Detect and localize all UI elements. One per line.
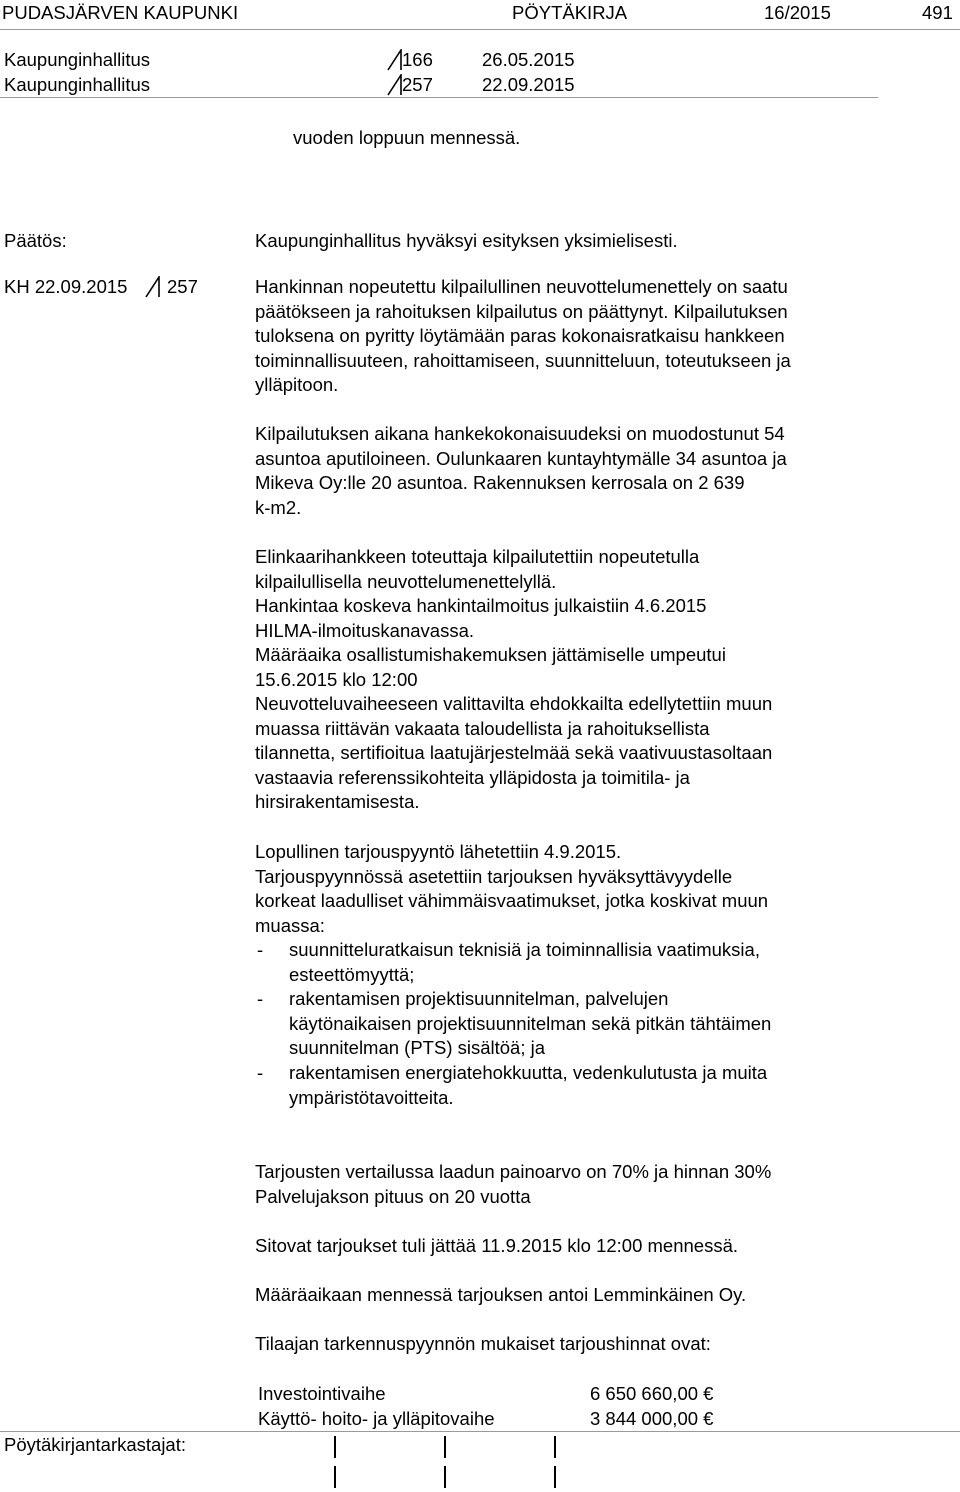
- paragraph-line: kilpailullisella neuvottelumenettelyllä.: [255, 570, 557, 592]
- municipality-name: PUDASJÄRVEN KAUPUNKI: [2, 2, 239, 23]
- signature-separator: [554, 1436, 556, 1458]
- price-label: Käyttö- hoito- ja ylläpitovaihe: [258, 1407, 495, 1429]
- inspectors-label: Pöytäkirjantarkastajat:: [4, 1434, 187, 1455]
- signature-separator: [334, 1466, 336, 1488]
- paragraph-line: asuntoa aputiloineen. Oulunkaaren kuntayhtymälle 34 asuntoa ja: [255, 447, 787, 469]
- bullet-line: ympäristötavoitteita.: [289, 1086, 454, 1108]
- reference-date: 26.05.2015: [482, 49, 575, 70]
- paragraph-line: toiminnallisuuteen, rahoittamiseen, suunnitteluun, toteutukseen ja: [255, 349, 791, 371]
- paragraph-line: Mikeva Oy:lle 20 asuntoa. Rakennuksen kerrosala on 2 639: [255, 472, 745, 493]
- paragraph-line: Tarjousten vertailussa laadun painoarvo on 70% ja hinnan 30%: [255, 1161, 772, 1182]
- signature-separator: [554, 1466, 556, 1488]
- price-row: [258, 1407, 758, 1432]
- paragraph-line: 15.6.2015 klo 12:00: [255, 668, 418, 690]
- reference-body: Kaupunginhallitus: [4, 74, 151, 95]
- price-label: Investointivaihe: [258, 1383, 386, 1404]
- paragraph-line: Kilpailutuksen aikana hankekokonaisuudeksi on muodostunut 54: [255, 423, 785, 444]
- paragraph-line: Määräaika osallistumishakemuksen jättämiselle umpeutui: [255, 644, 726, 665]
- paragraph-line: vastaavia referenssikohteita ylläpidosta ja toimitila- ja: [255, 766, 690, 788]
- paragraph-line: Määräaikaan mennessä tarjouksen antoi Lemminkäinen Oy.: [255, 1284, 747, 1305]
- meeting-reference: KH 22.09.2015: [4, 276, 128, 297]
- section-mark-icon: [387, 49, 403, 71]
- paragraph-line: ylläpitoon.: [255, 374, 339, 395]
- price-table: [258, 1382, 758, 1431]
- section-mark-icon: [145, 276, 161, 298]
- document-number: 16/2015: [764, 2, 831, 23]
- reference-body: Kaupunginhallitus: [4, 49, 151, 70]
- bullet-dash: -: [257, 939, 264, 960]
- decision-text: Kaupunginhallitus hyväksyi esityksen yksimielisesti.: [255, 230, 678, 251]
- bullet-line: rakentamisen energiatehokkuutta, vedenkulutusta ja muita: [289, 1062, 768, 1083]
- paragraph-line: muassa:: [255, 914, 325, 936]
- paragraph-line: hirsirakentamisesta.: [255, 791, 420, 812]
- paragraph-line: Hankintaa koskeva hankintailmoitus julkaistiin 4.6.2015: [255, 595, 707, 616]
- paragraph-line: Hankinnan nopeutettu kilpailullinen neuvottelumenettely on saatu: [255, 276, 788, 297]
- signature-separator: [444, 1466, 446, 1488]
- paragraph-line: k-m2.: [255, 496, 302, 518]
- signature-separator: [444, 1436, 446, 1458]
- footer-divider: [0, 1431, 960, 1432]
- paragraph-line: Sitovat tarjoukset tuli jättää 11.9.2015 klo 12:00 mennessä.: [255, 1235, 739, 1256]
- meeting-section: 257: [167, 276, 198, 297]
- header-divider: [0, 29, 960, 30]
- document-type: PÖYTÄKIRJA: [512, 2, 628, 23]
- bullet-line: suunnitteluratkaisun teknisiä ja toiminnallisia vaatimuksia,: [289, 939, 760, 960]
- paragraph-line: Palvelujakson pituus on 20 vuotta: [255, 1185, 531, 1207]
- bullet-dash: -: [257, 1062, 264, 1083]
- paragraph-line: Lopullinen tarjouspyyntö lähetettiin 4.9.2015.: [255, 841, 622, 862]
- page-number: 491: [922, 2, 953, 23]
- paragraph-line: Elinkaarihankkeen toteuttaja kilpailutettiin nopeutetulla: [255, 546, 700, 567]
- bullet-line: suunnitelman (PTS) sisältöä; ja: [289, 1037, 546, 1058]
- signature-separator: [334, 1436, 336, 1458]
- paragraph-line: Neuvotteluvaiheeseen valittavilta ehdokkailta edellytettiin muun: [255, 693, 773, 714]
- price-amount: 6 650 660,00 €: [590, 1383, 714, 1404]
- paragraph-line: Tilaajan tarkennuspyynnön mukaiset tarjoushinnat ovat:: [255, 1333, 711, 1354]
- bullet-dash: -: [257, 988, 264, 1009]
- bullet-line: käytönaikaisen projektisuunnitelman sekä pitkän tähtäimen: [289, 1012, 772, 1034]
- bullet-line: esteettömyyttä;: [289, 963, 415, 985]
- decision-label: Päätös:: [4, 230, 67, 251]
- section-mark-icon: [387, 74, 403, 96]
- paragraph-line: HILMA-ilmoituskanavassa.: [255, 619, 474, 641]
- paragraph-line: tilannetta, sertifioitua laatujärjestelmää sekä vaativuustasoltaan: [255, 742, 773, 763]
- price-amount: 3 844 000,00 €: [590, 1407, 714, 1429]
- paragraph-line: muassa riittävän vakaata taloudellista ja rahoituksellista: [255, 717, 710, 739]
- paragraph-line: korkeat laadulliset vähimmäisvaatimukset, jotka koskivat muun: [255, 890, 769, 911]
- continuation-text: vuoden loppuun mennessä.: [293, 127, 521, 148]
- paragraph-line: päätökseen ja rahoituksen kilpailutus on päättynyt. Kilpailutuksen: [255, 300, 788, 322]
- reference-divider: [0, 97, 878, 98]
- price-row: [258, 1382, 758, 1407]
- bullet-line: rakentamisen projektisuunnitelman, palvelujen: [289, 988, 669, 1009]
- paragraph-line: tuloksena on pyritty löytämään paras kokonaisratkaisu hankkeen: [255, 325, 785, 346]
- reference-section: 166: [402, 49, 433, 70]
- reference-section: 257: [402, 74, 433, 95]
- reference-date: 22.09.2015: [482, 74, 575, 95]
- paragraph-line: Tarjouspyynnössä asetettiin tarjouksen hyväksyttävyydelle: [255, 865, 733, 887]
